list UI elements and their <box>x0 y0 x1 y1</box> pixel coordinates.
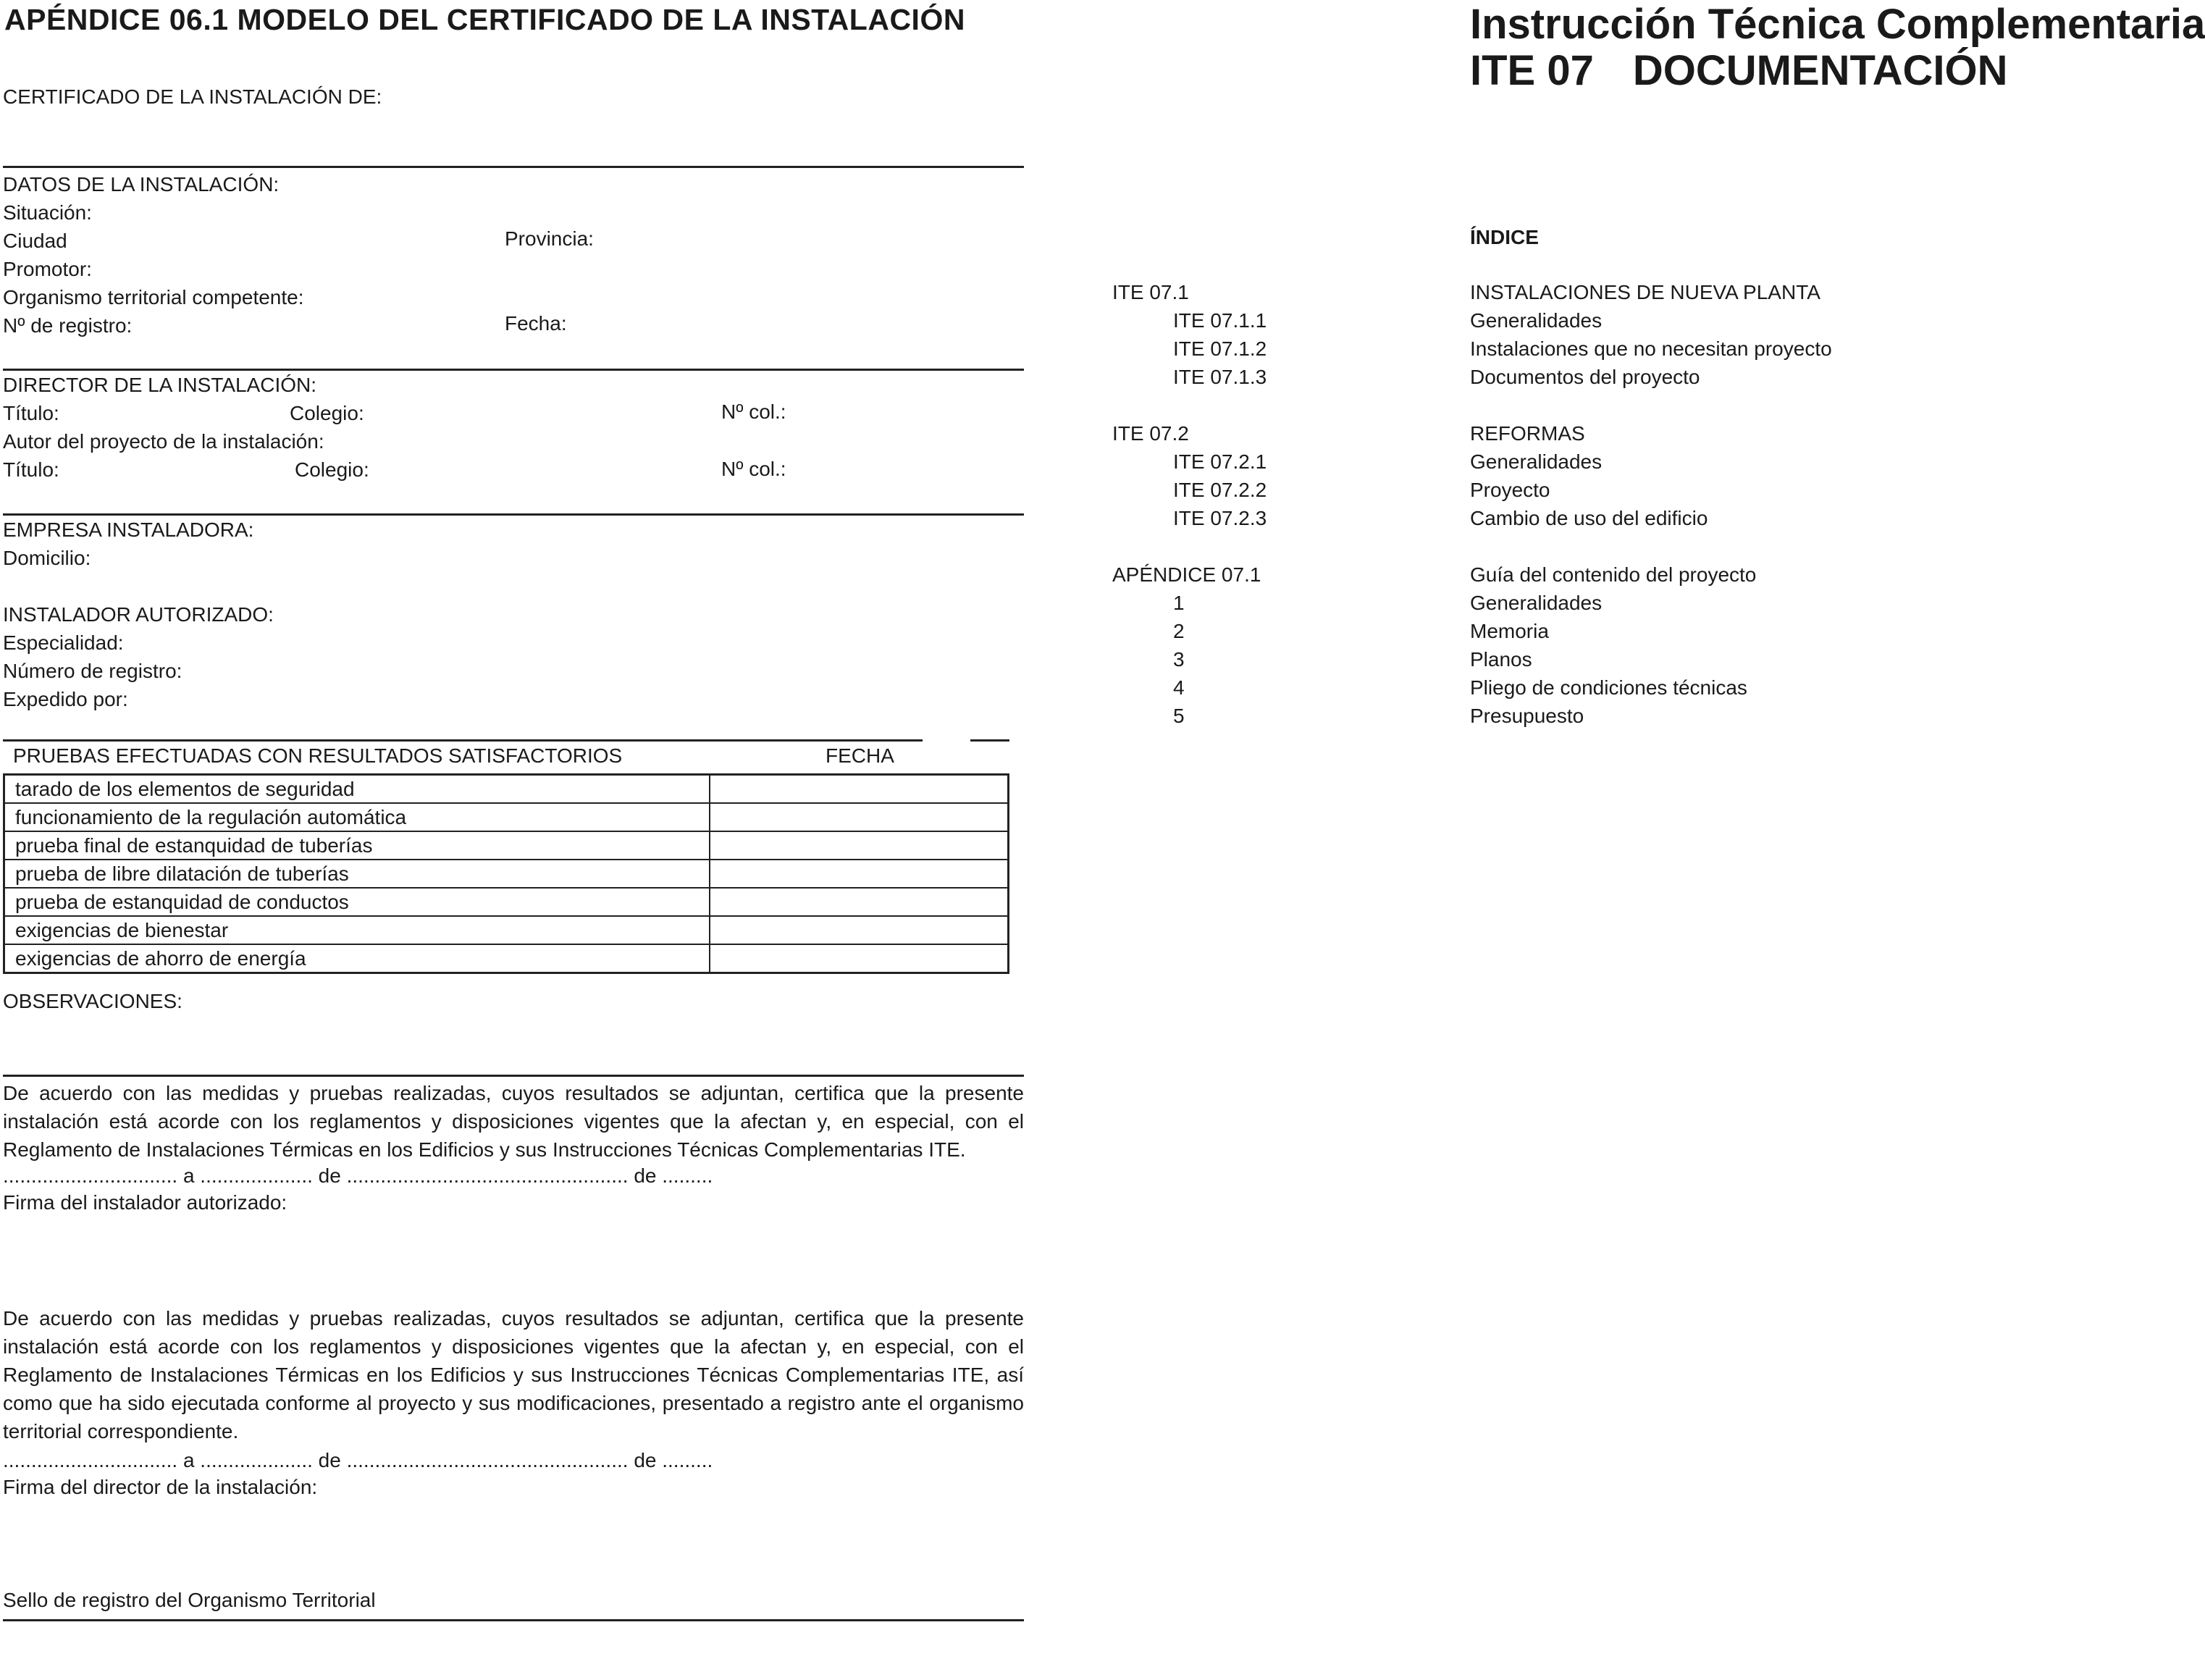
index-entry[interactable]: Presupuesto <box>1470 705 1584 727</box>
divider <box>3 166 1024 168</box>
label-titulo-2: Título: <box>3 458 59 481</box>
certification-text-installer: De acuerdo con las medidas y pruebas realizadas, cuyos resultados se adjuntan, certifica que la presente instalación está acorde con los reglamentos y disposiciones vigentes que la afectan y, en especial, con el Reglamento de Instalaciones Térmicas en los Edificios y sus Instrucciones Técnicas Complementarias ITE. <box>3 1082 1024 1161</box>
table-row <box>4 860 1009 888</box>
index-code: ITE 07.2.3 <box>1173 507 1267 529</box>
index-entry[interactable]: Documentos del proyecto <box>1470 366 1700 388</box>
index-code: ITE 07.1 <box>1112 281 1189 303</box>
test-name: tarado de los elementos de seguridad <box>4 775 710 804</box>
index-code: 4 <box>1173 676 1185 699</box>
section-heading-empresa: EMPRESA INSTALADORA: <box>3 518 254 541</box>
signature-label-director: Firma del director de la instalación: <box>3 1476 318 1498</box>
table-row <box>4 944 1009 973</box>
label-ncol-2: Nº col.: <box>721 458 786 480</box>
test-date-cell[interactable] <box>710 775 1009 804</box>
index-entry[interactable]: INSTALACIONES DE NUEVA PLANTA <box>1470 281 1820 303</box>
test-name: prueba de estanquidad de conductos <box>4 888 710 916</box>
doc-series-title: Instrucción Técnica Complementaria <box>1470 1 2205 48</box>
index-entry[interactable]: REFORMAS <box>1470 422 1585 445</box>
section-heading-datos: DATOS DE LA INSTALACIÓN: <box>3 173 280 196</box>
divider <box>970 739 1009 742</box>
tests-table <box>3 773 1009 974</box>
doc-section-title <box>1470 46 2008 96</box>
doc-section-name: DOCUMENTACIÓN <box>1632 47 2008 94</box>
index-code: APÉNDICE 07.1 <box>1112 563 1261 586</box>
index-entry[interactable]: Cambio de uso del edificio <box>1470 507 1708 529</box>
table-row <box>4 775 1009 804</box>
test-name: prueba de libre dilatación de tuberías <box>4 860 710 888</box>
tests-date-header: FECHA <box>826 744 894 767</box>
index-entry[interactable]: Pliego de condiciones técnicas <box>1470 676 1747 699</box>
test-name: prueba final de estanquidad de tuberías <box>4 831 710 860</box>
test-name: exigencias de bienestar <box>4 916 710 944</box>
section-heading-instalador: INSTALADOR AUTORIZADO: <box>3 603 274 626</box>
label-numero-registro: Número de registro: <box>3 660 182 682</box>
label-colegio-2: Colegio: <box>295 458 369 481</box>
label-organismo: Organismo territorial competente: <box>3 286 304 308</box>
date-line-installer: ............................... a .................... de .................................................. de ......... <box>3 1164 713 1187</box>
index-code: ITE 07.2.2 <box>1173 479 1267 501</box>
index-entry[interactable]: Memoria <box>1470 620 1549 642</box>
divider <box>3 739 923 742</box>
label-provincia: Provincia: <box>505 227 594 250</box>
label-ciudad: Ciudad <box>3 230 67 252</box>
test-date-cell[interactable] <box>710 803 1009 831</box>
certification-text-director: De acuerdo con las medidas y pruebas realizadas, cuyos resultados se adjuntan, certifica que la presente instalación está acorde con los reglamentos y disposiciones vigentes que la afectan y, en especial, con el Reglamento de Instalaciones Térmicas en los Edificios y sus Instrucciones Técnicas Complementarias ITE, así como que ha sido ejecutada conforme al proyecto y sus modificaciones, presentado a registro ante el organismo territorial correspondiente. <box>3 1307 1024 1442</box>
date-line-director: ............................... a .................... de .................................................. de ......... <box>3 1449 713 1471</box>
index-entry[interactable]: Guía del contenido del proyecto <box>1470 563 1757 586</box>
test-name: exigencias de ahorro de energía <box>4 944 710 973</box>
label-ncol-1: Nº col.: <box>721 400 786 423</box>
divider <box>3 369 1024 371</box>
test-date-cell[interactable] <box>710 831 1009 860</box>
test-date-cell[interactable] <box>710 944 1009 973</box>
test-date-cell[interactable] <box>710 916 1009 944</box>
label-promotor: Promotor: <box>3 258 92 280</box>
test-date-cell[interactable] <box>710 888 1009 916</box>
index-code: ITE 07.2 <box>1112 422 1189 445</box>
divider <box>3 1075 1024 1077</box>
index-code: 3 <box>1173 648 1185 671</box>
index-heading: ÍNDICE <box>1470 226 1539 248</box>
label-expedido-por: Expedido por: <box>3 688 128 710</box>
test-date-cell[interactable] <box>710 860 1009 888</box>
certificate-label: CERTIFICADO DE LA INSTALACIÓN DE: <box>3 85 382 108</box>
index-code: ITE 07.1.1 <box>1173 309 1267 332</box>
table-row <box>4 831 1009 860</box>
signature-label-installer: Firma del instalador autorizado: <box>3 1191 287 1214</box>
index-code: ITE 07.1.2 <box>1173 337 1267 360</box>
index-titles-column <box>1470 278 1832 730</box>
index-code: ITE 07.1.3 <box>1173 366 1267 388</box>
label-colegio-1: Colegio: <box>290 402 364 424</box>
label-autor-proyecto: Autor del proyecto de la instalación: <box>3 430 324 453</box>
index-entry[interactable]: Generalidades <box>1470 592 1603 614</box>
divider <box>3 1619 1024 1621</box>
label-domicilio: Domicilio: <box>3 547 91 569</box>
label-especialidad: Especialidad: <box>3 631 124 654</box>
label-registro: Nº de registro: <box>3 314 133 337</box>
label-titulo-1: Título: <box>3 402 59 424</box>
label-situacion: Situación: <box>3 201 92 224</box>
index-entry[interactable]: Instalaciones que no necesitan proyecto <box>1470 337 1832 360</box>
index-code: 1 <box>1173 592 1185 614</box>
doc-section-code: ITE 07 <box>1470 47 1594 94</box>
index-codes-column <box>1112 278 1267 730</box>
index-entry[interactable]: Proyecto <box>1470 479 1550 501</box>
index-entry[interactable]: Generalidades <box>1470 450 1603 473</box>
appendix-title: APÉNDICE 06.1 MODELO DEL CERTIFICADO DE LA INSTALACIÓN <box>4 3 965 36</box>
table-row <box>4 888 1009 916</box>
label-fecha: Fecha: <box>505 312 567 335</box>
divider <box>3 513 1024 516</box>
index-entry[interactable]: Generalidades <box>1470 309 1603 332</box>
observaciones-label: OBSERVACIONES: <box>3 990 182 1012</box>
test-name: funcionamiento de la regulación automática <box>4 803 710 831</box>
table-row <box>4 803 1009 831</box>
index-entry[interactable]: Planos <box>1470 648 1532 671</box>
index-code: 5 <box>1173 705 1185 727</box>
registry-stamp-label: Sello de registro del Organismo Territorial <box>3 1589 376 1611</box>
index-code: ITE 07.2.1 <box>1173 450 1267 473</box>
tests-heading: PRUEBAS EFECTUADAS CON RESULTADOS SATISFACTORIOS <box>13 744 623 767</box>
table-row <box>4 916 1009 944</box>
index-code: 2 <box>1173 620 1185 642</box>
section-heading-director: DIRECTOR DE LA INSTALACIÓN: <box>3 374 317 396</box>
